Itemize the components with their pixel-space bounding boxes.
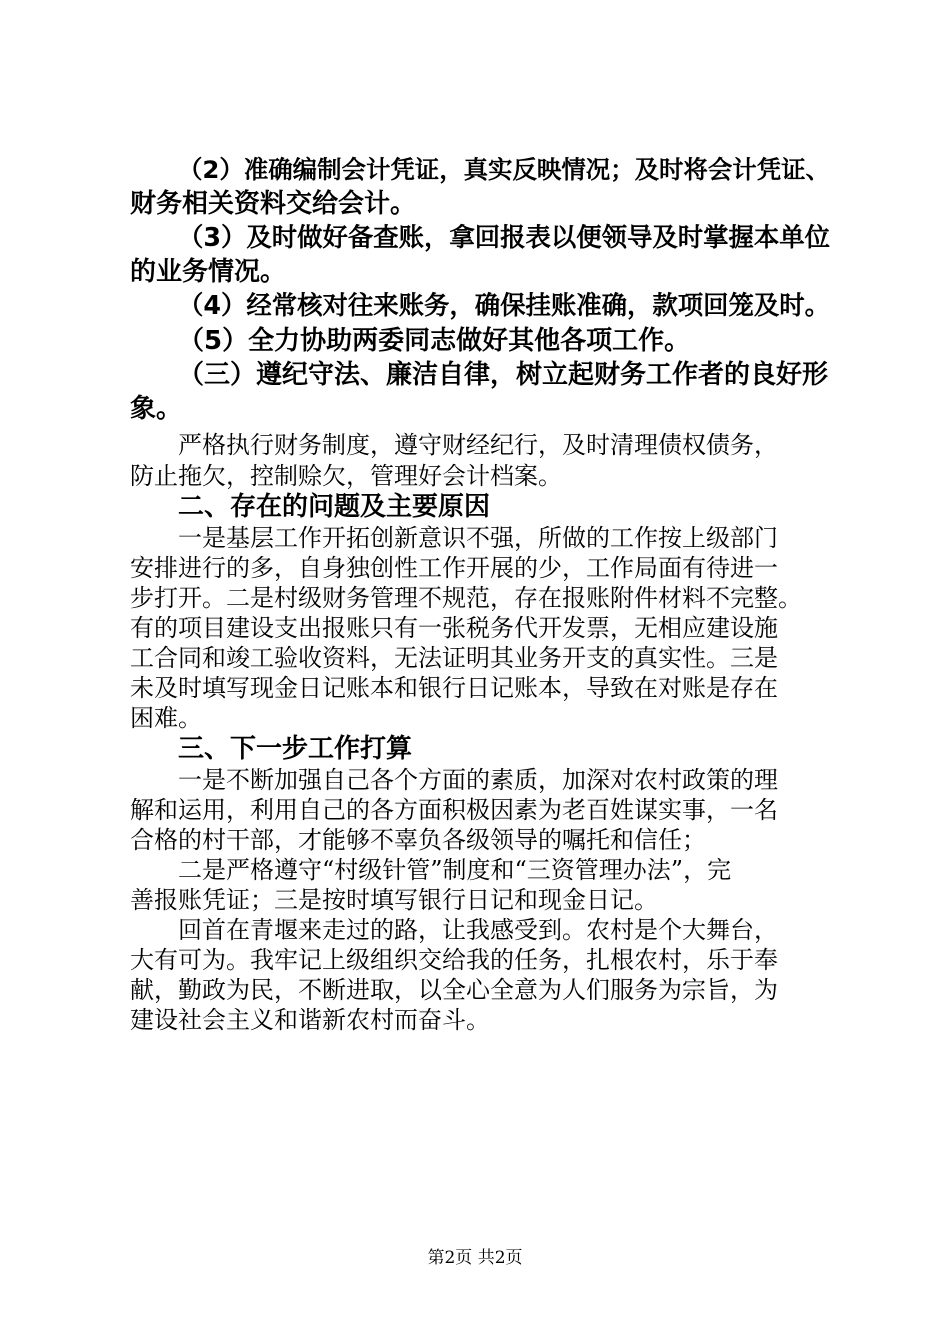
text-line: 解和运用，利用自己的各方面积极因素为老百姓谋实事，一名: [130, 796, 778, 824]
text-line: （4）经常核对往来账务，确保挂账准确，款项回笼及时。: [178, 290, 831, 320]
section-heading: 二、存在的问题及主要原因: [178, 492, 491, 522]
section-heading: 三、下一步工作打算: [178, 734, 413, 764]
text-line: 有的项目建设支出报账只有一张税务代开发票，无相应建设施: [130, 614, 778, 642]
text-line: 二是严格遵守“村级针管”制度和“三资管理办法”，完: [178, 856, 732, 884]
text-line: 未及时填写现金日记账本和银行日记账本，导致在对账是存在: [130, 674, 778, 702]
text-line: 一是基层工作开拓创新意识不强，所做的工作按上级部门: [178, 524, 778, 552]
text-line: 大有可为。我牢记上级组织交给我的任务，扎根农村，乐于奉: [130, 946, 778, 974]
text-line: 建设社会主义和谐新农村而奋斗。: [130, 1006, 490, 1034]
text-line: 安排进行的多，自身独创性工作开展的少，工作局面有待进一: [130, 554, 778, 582]
text-line: 回首在青堰来走过的路，让我感受到。农村是个大舞台，: [178, 916, 778, 944]
text-line: 象。: [130, 394, 183, 424]
text-line: 步打开。二是村级财务管理不规范，存在报账附件材料不完整。: [130, 584, 802, 612]
text-line: 善报账凭证；三是按时填写银行日记和现金日记。: [130, 886, 658, 914]
text-line: 献，勤政为民，不断进取，以全心全意为人们服务为宗旨，为: [130, 976, 778, 1004]
text-line: 工合同和竣工验收资料，无法证明其业务开支的真实性。三是: [130, 644, 778, 672]
text-line: 的业务情况。: [130, 257, 287, 287]
page-footer: 第2页 共2页: [427, 1248, 523, 1268]
text-line: 一是不断加强自己各个方面的素质，加深对农村政策的理: [178, 766, 778, 794]
text-line: （三）遵纪守法、廉洁自律，树立起财务工作者的良好形: [178, 360, 829, 390]
text-line: （2）准确编制会计凭证，真实反映情况；及时将会计凭证、: [178, 155, 830, 184]
text-line: （3）及时做好备查账，拿回报表以便领导及时掌握本单位: [178, 222, 831, 252]
text-line: 困难。: [130, 704, 202, 732]
text-line: 合格的村干部，才能够不辜负各级领导的嘱托和信任；: [130, 826, 706, 854]
text-line: 财务相关资料交给会计。: [130, 189, 417, 219]
text-line: 防止拖欠，控制赊欠，管理好会计档案。: [130, 462, 562, 490]
text-line: 严格执行财务制度，遵守财经纪行，及时清理债权债务，: [178, 431, 778, 459]
text-line: （5）全力协助两委同志做好其他各项工作。: [178, 326, 691, 356]
